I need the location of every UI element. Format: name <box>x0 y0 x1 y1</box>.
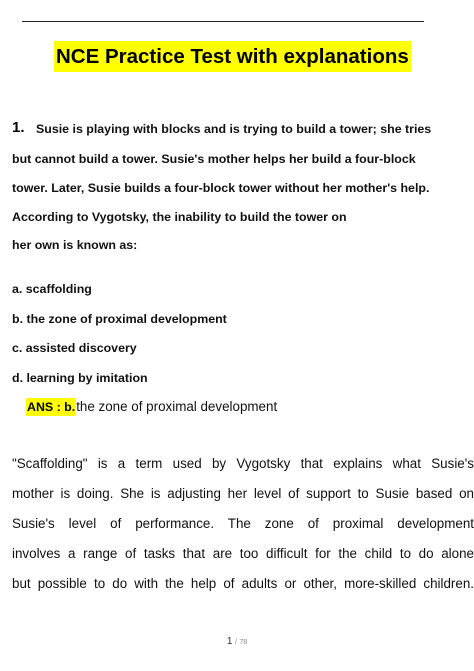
page-number: 1 <box>226 636 233 647</box>
explanation-line: involves a range of tasks that are too difficult for the child to do alone <box>12 546 474 561</box>
option-b: b. the zone of proximal development <box>12 312 227 326</box>
answer-label: ANS : b. <box>27 400 76 414</box>
question-number: 1. <box>12 119 25 136</box>
question-line: tower. Later, Susie builds a four-block tower without her mother's help. <box>12 181 430 195</box>
option-c: c. assisted discovery <box>12 341 137 355</box>
top-divider <box>22 21 424 22</box>
explanation-line: Susie's level of performance. The zone of proximal development <box>12 516 474 531</box>
question-line: but cannot build a tower. Susie's mother helps her build a four-block <box>12 152 416 166</box>
explanation-line: but possible to do with the help of adults or other, more-skilled children. <box>12 576 474 591</box>
option-a: a. scaffolding <box>12 282 92 296</box>
question-line: According to Vygotsky, the inability to build the tower on <box>12 210 347 224</box>
answer-text: the zone of proximal development <box>76 399 278 414</box>
page-separator: / <box>234 639 237 646</box>
explanation-line: mother is doing. She is adjusting her level of support to Susie based on <box>12 486 474 501</box>
page-total: 78 <box>239 639 248 646</box>
explanation-line: "Scaffolding" is a term used by Vygotsky that explains what Susie's <box>12 456 474 471</box>
answer-row <box>26 398 277 416</box>
option-d: d. learning by imitation <box>12 371 148 385</box>
page-footer <box>0 636 474 647</box>
question-line: Susie is playing with blocks and is trying to build a tower; she tries <box>36 122 432 136</box>
question-line: her own is known as: <box>12 238 138 252</box>
page-title: NCE Practice Test with explanations <box>54 41 411 72</box>
